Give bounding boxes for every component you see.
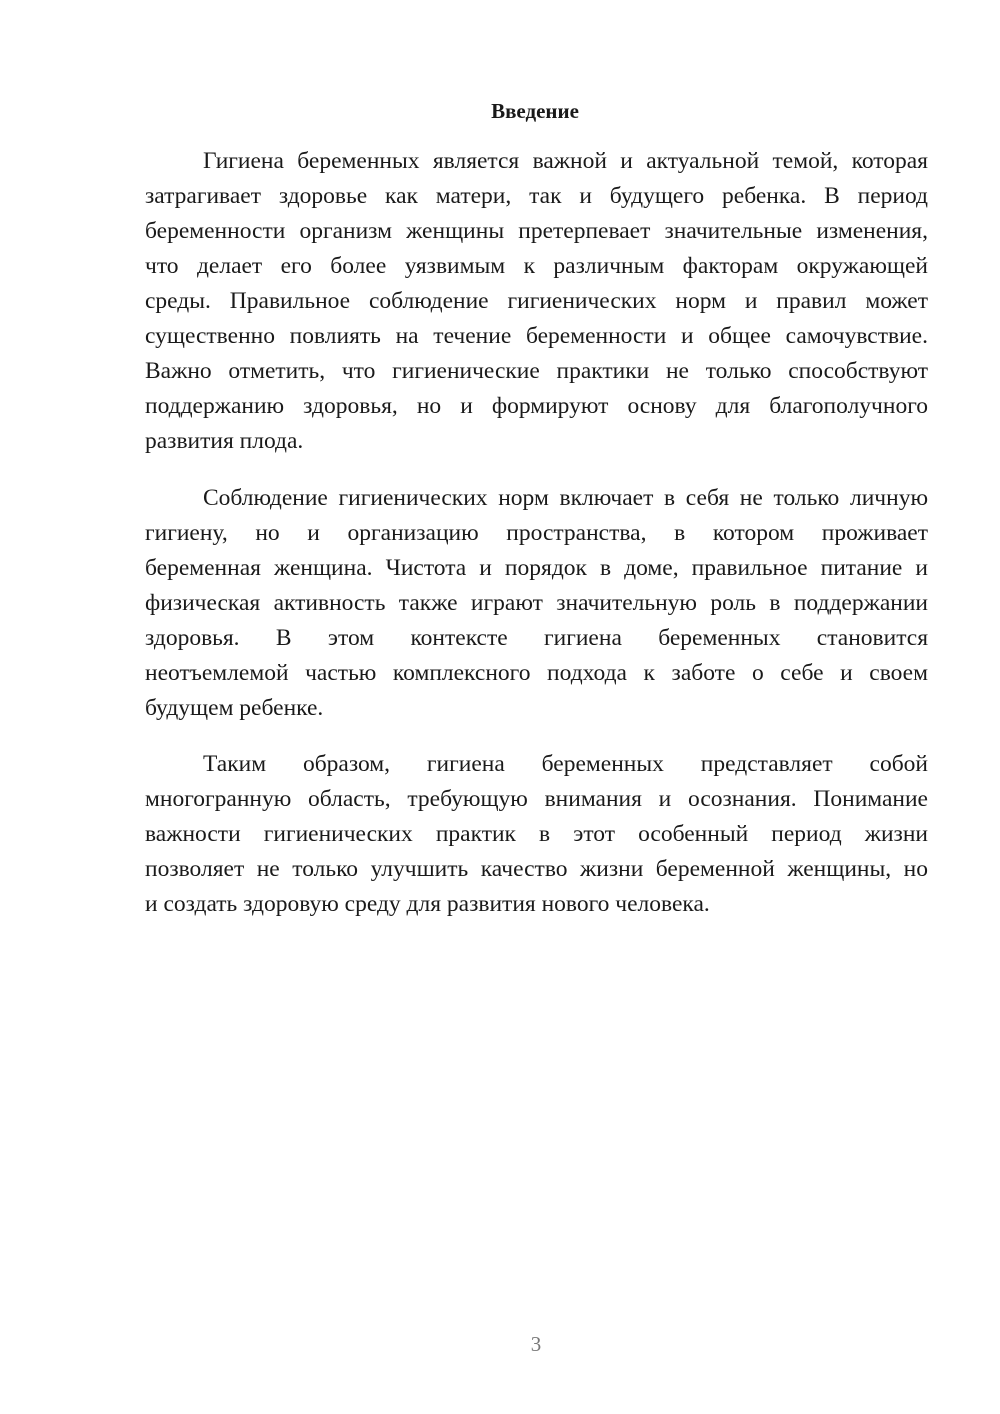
text-line: здоровья. В этом контексте гигиена беременных становится [145,625,928,651]
text-line: развития плода. [145,428,304,454]
text-line: поддержанию здоровья, но и формируют основу для благополучного [145,393,928,419]
text-line: физическая активность также играют значительную роль в поддержании [145,590,928,616]
text-line: неотъемлемой частью комплексного подхода к заботе о себе и своем [145,660,928,686]
text-line: беременности организм женщины претерпевает значительные изменения, [145,218,928,244]
text-line: среды. Правильное соблюдение гигиенических норм и правил может [145,288,928,314]
text-line: Соблюдение гигиенических норм включает в себя не только личную [203,485,928,511]
text-line: Важно отметить, что гигиенические практики не только способствуют [145,358,928,384]
text-line: будущем ребенке. [145,695,324,721]
page-number: 3 [530,1332,542,1356]
paragraph-1 [145,144,928,459]
text-line: затрагивает здоровье как матери, так и будущего ребенка. В период [145,183,928,209]
text-line: и создать здоровую среду для развития нового человека. [145,891,710,917]
text-line: Таким образом, гигиена беременных представляет собой [203,751,928,777]
text-line: существенно повлиять на течение беременности и общее самочувствие. [145,323,928,349]
text-line: гигиену, но и организацию пространства, в котором проживает [145,520,928,546]
paragraph-3 [145,747,928,922]
text-line: позволяет не только улучшить качество жизни беременной женщины, но [145,856,928,882]
paragraph-2 [145,481,928,726]
text-line: важности гигиенических практик в этот особенный период жизни [145,821,928,847]
text-line: что делает его более уязвимым к различным факторам окружающей [145,253,928,279]
text-line: многогранную область, требующую внимания и осознания. Понимание [145,786,928,812]
text-line: Гигиена беременных является важной и актуальной темой, которая [203,148,928,174]
section-title: Введение [491,99,579,123]
text-line: беременная женщина. Чистота и порядок в доме, правильное питание и [145,555,928,581]
